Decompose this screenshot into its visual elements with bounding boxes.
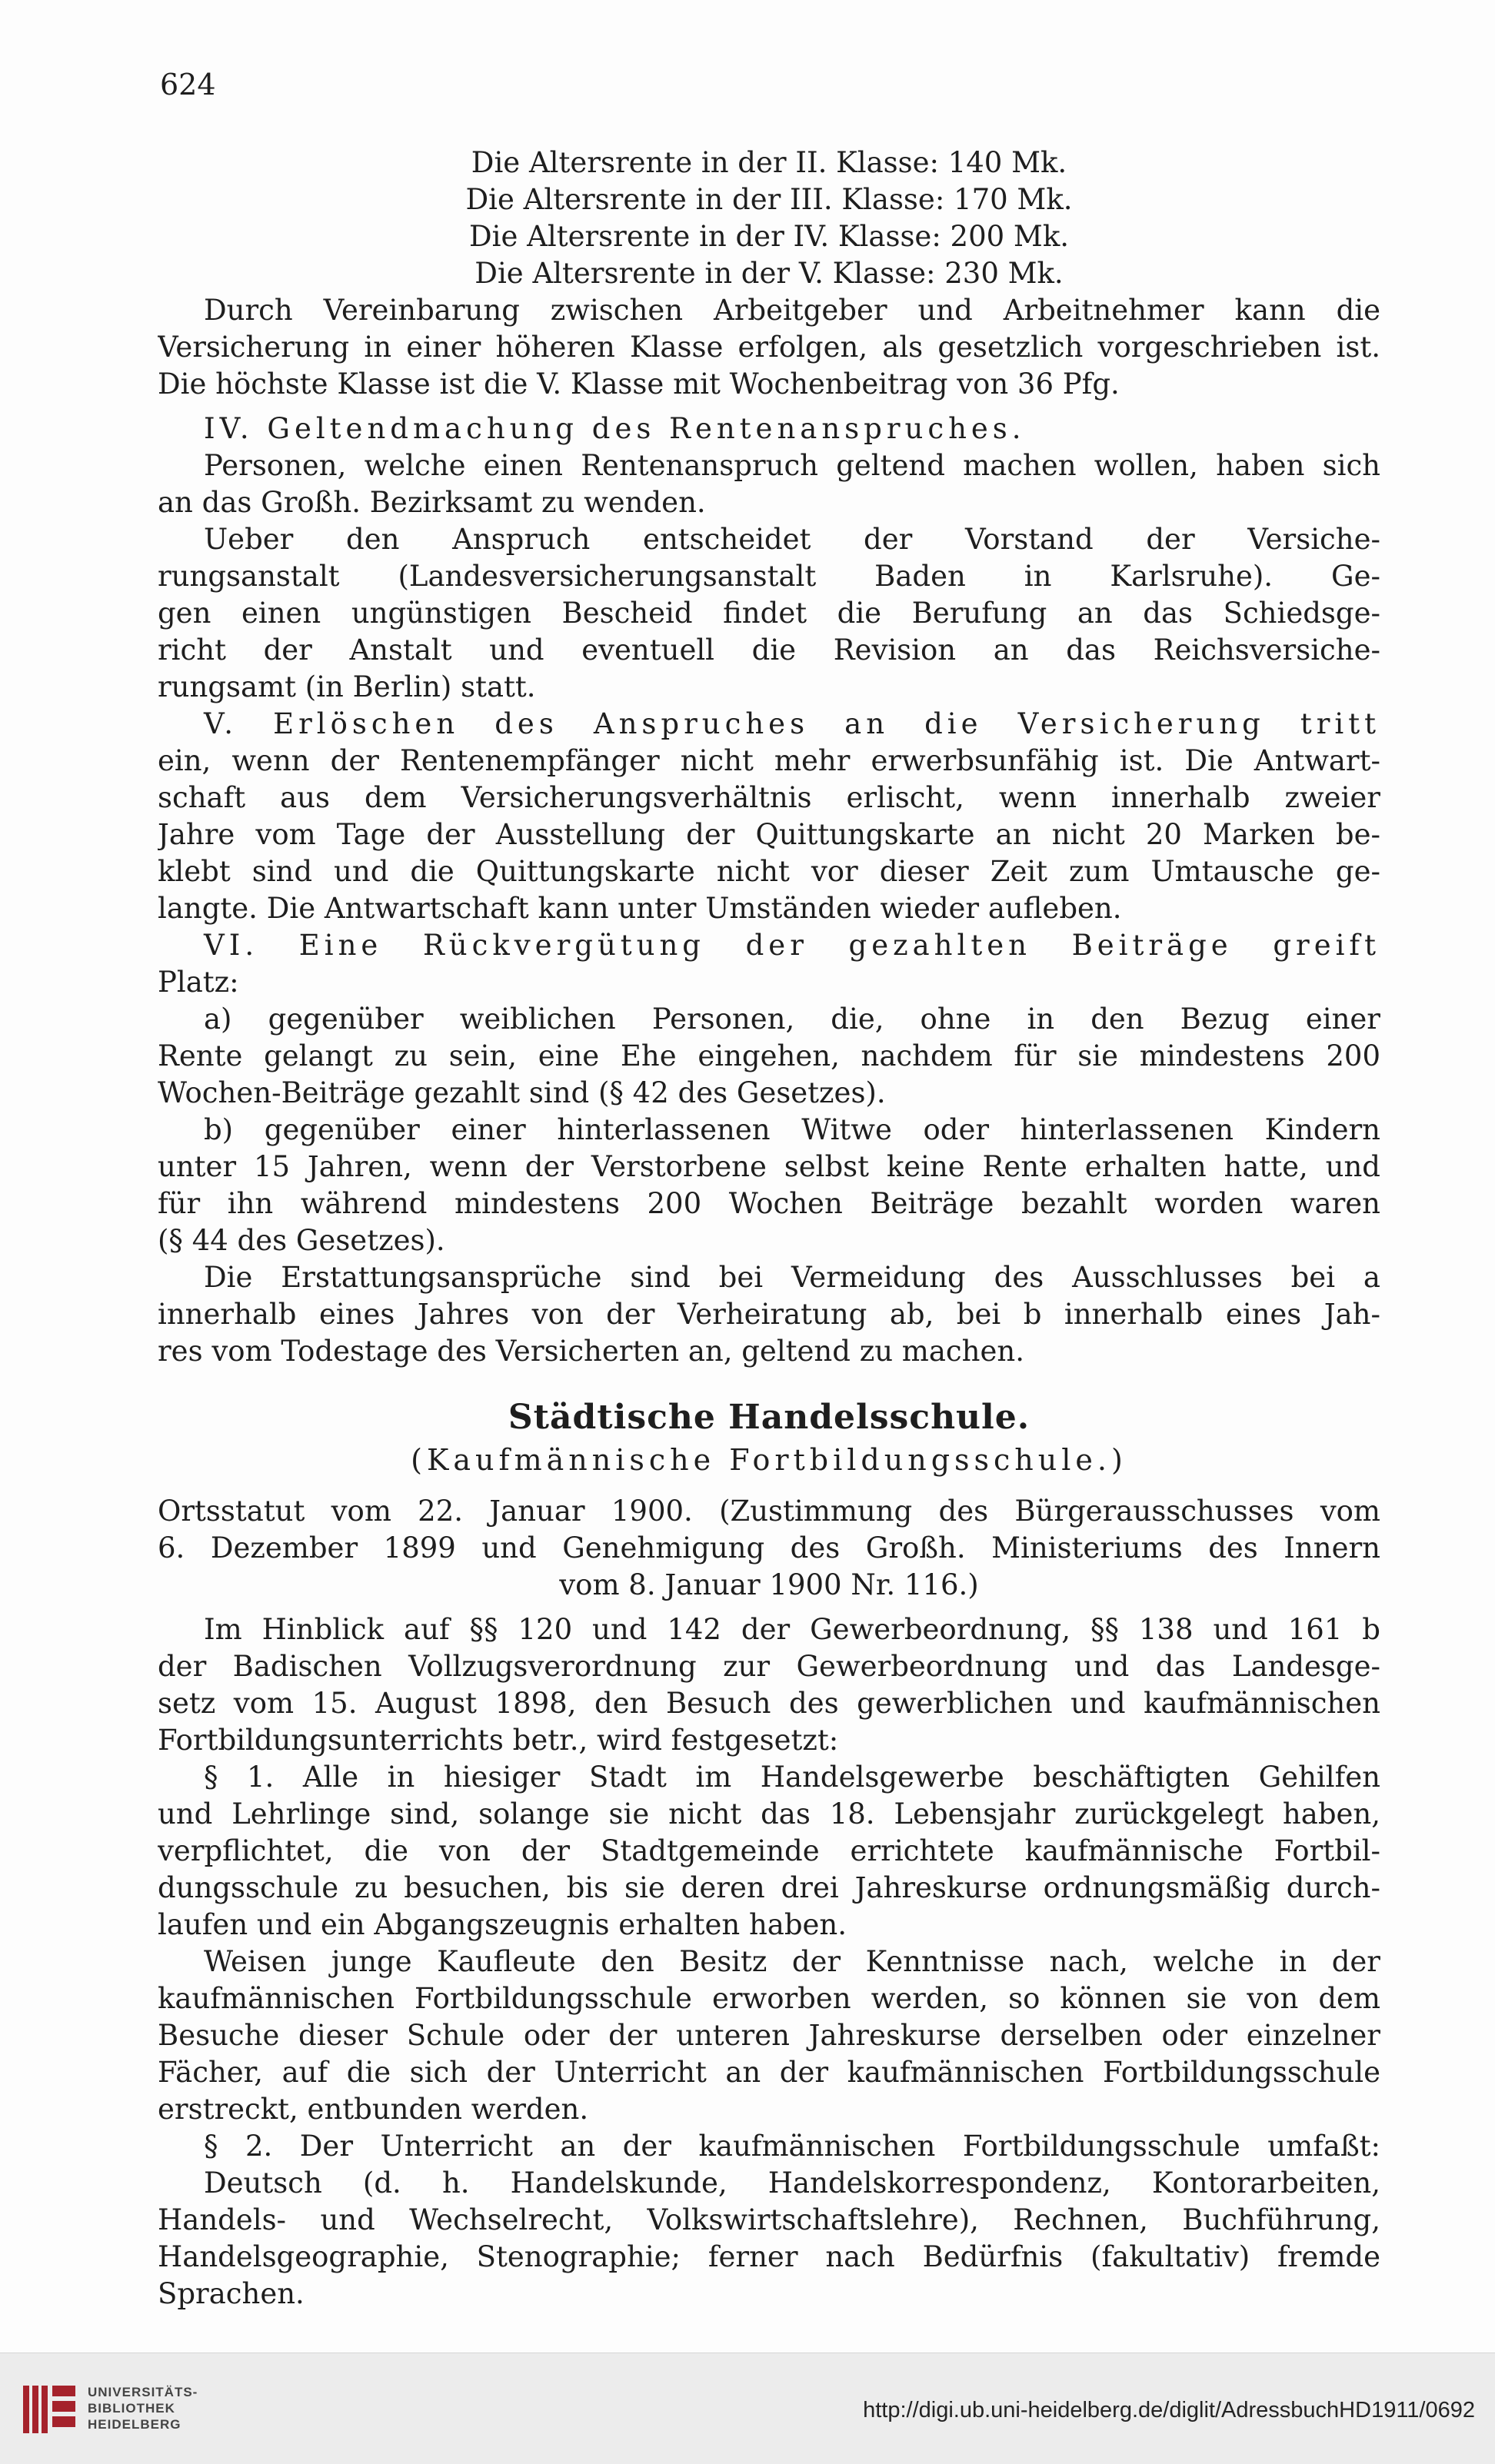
pension-text-line: innerhalb eines Jahres von der Verheiratung ab, bei b innerhalb eines Jah-: [158, 1298, 1380, 1331]
pension-text-line: Die Erstattungsansprüche sind bei Vermeidung des Ausschlusses bei a: [204, 1261, 1380, 1294]
statute-text-line: Weisen junge Kaufleute den Besitz der Kenntnisse nach, welche in der: [204, 1945, 1380, 1978]
pension-text-line: (§ 44 des Gesetzes).: [158, 1224, 445, 1257]
pension-text-line: richt der Anstalt und eventuell die Revision an das Reichsversiche-: [158, 633, 1380, 667]
page-body: [158, 145, 1380, 2313]
pension-text-line: Die Altersrente in der IV. Klasse: 200 Mk.: [468, 220, 1070, 253]
statute-text-line: Fortbildungsunterrichts betr., wird festgesetzt:: [158, 1724, 839, 1757]
pension-text-line: V. Erlöschen des Anspruches an die Versicherung tritt: [204, 707, 1380, 740]
section-subtitle: (Kaufmännische Fortbildungsschule.): [411, 1443, 1127, 1477]
page-number: 624: [160, 68, 216, 101]
library-name: [88, 2384, 198, 2432]
library-name-line: HEIDELBERG: [88, 2417, 181, 2432]
paragraph-gap: [158, 403, 1380, 411]
pension-text-line: für ihn während mindestens 200 Wochen Beiträge bezahlt worden waren: [158, 1187, 1380, 1220]
pension-text-line: Wochen-Beiträge gezahlt sind (§ 42 des Gesetzes).: [158, 1076, 886, 1109]
statute-text-line: und Lehrlinge sind, solange sie nicht das 18. Lebensjahr zurückgelegt haben,: [158, 1797, 1380, 1831]
pension-text-line: Die Altersrente in der III. Klasse: 170 Mk.: [465, 183, 1073, 216]
source-url-link[interactable]: http://digi.ub.uni-heidelberg.de/diglit/AdressbuchHD1911/0692: [863, 2398, 1475, 2422]
pension-text-line: unter 15 Jahren, wenn der Verstorbene selbst keine Rente erhalten hatte, und: [158, 1150, 1380, 1183]
pension-text-line: Die Altersrente in der V. Klasse: 230 Mk.: [474, 257, 1064, 290]
section-title: Städtische Handelsschule.: [508, 1398, 1031, 1437]
statute-text-line: Im Hinblick auf §§ 120 und 142 der Gewerbeordnung, §§ 138 und 161 b: [204, 1613, 1380, 1646]
pension-text-line: Ueber den Anspruch entscheidet der Vorstand der Versiche-: [204, 523, 1380, 556]
statute-text-line: dungsschule zu besuchen, bis sie deren drei Jahreskurse ordnungsmäßig durch-: [158, 1871, 1380, 1904]
library-footer: [0, 2353, 1495, 2464]
paragraph-gap: [158, 1604, 1380, 1611]
statute-text-line: Sprachen.: [158, 2277, 305, 2310]
pension-text-line: Durch Vereinbarung zwischen Arbeitgeber und Arbeitnehmer kann die: [204, 294, 1380, 327]
university-library-logo-icon: [22, 2381, 78, 2438]
statute-text-line: § 1. Alle in hiesiger Stadt im Handelsgewerbe beschäftigten Gehilfen: [204, 1761, 1380, 1794]
statute-text-line: 6. Dezember 1899 und Genehmigung des Großh. Ministeriums des Innern: [158, 1531, 1380, 1565]
pension-text-line: an das Großh. Bezirksamt zu wenden.: [158, 486, 706, 519]
pension-text-line: Versicherung in einer höheren Klasse erfolgen, als gesetzlich vorgeschrieben ist.: [158, 331, 1380, 364]
pension-text-line: Personen, welche einen Rentenanspruch geltend machen wollen, haben sich: [204, 449, 1380, 482]
statute-text-line: verpflichtet, die von der Stadtgemeinde errichtete kaufmännische Fortbil-: [158, 1834, 1380, 1867]
pension-text-line: langte. Die Antwartschaft kann unter Umständen wieder aufleben.: [158, 892, 1122, 925]
statute-text-line: kaufmännischen Fortbildungsschule erworben werden, so können sie von dem: [158, 1982, 1380, 2015]
pension-text-line: rungsanstalt (Landesversicherungsanstalt Baden in Karlsruhe). Ge-: [158, 560, 1380, 593]
library-name-line: BIBLIOTHEK: [88, 2401, 175, 2416]
pension-text-line: a) gegenüber weiblichen Personen, die, ohne in den Bezug einer: [204, 1003, 1380, 1036]
pension-text-line: klebt sind und die Quittungskarte nicht vor dieser Zeit zum Umtausche ge-: [158, 855, 1380, 888]
pension-text-line: IV. Geltendmachung des Rentenanspruches.: [204, 412, 1026, 445]
pension-text-line: Jahre vom Tage der Ausstellung der Quittungskarte an nicht 20 Marken be-: [158, 818, 1380, 851]
pension-text-line: rungsamt (in Berlin) statt.: [158, 670, 536, 703]
pension-text-line: Platz:: [158, 966, 239, 999]
pension-text-line: Die Altersrente in der II. Klasse: 140 Mk.: [471, 146, 1067, 179]
statute-text-line: Deutsch (d. h. Handelskunde, Handelskorrespondenz, Kontorarbeiten,: [204, 2166, 1380, 2200]
statute-text-line: erstreckt, entbunden werden.: [158, 2093, 589, 2126]
statute-text-line: Besuche dieser Schule oder der unteren Jahreskurse derselben oder einzelner: [158, 2019, 1380, 2052]
pension-text-line: schaft aus dem Versicherungsverhältnis erlischt, wenn innerhalb zweier: [158, 781, 1380, 814]
pension-text-line: VI. Eine Rückvergütung der gezahlten Beiträge greift: [204, 929, 1380, 962]
library-name-line: UNIVERSITÄTS-: [88, 2385, 198, 2399]
statute-text-line: Ortsstatut vom 22. Januar 1900. (Zustimmung des Bürgerausschusses vom: [158, 1495, 1380, 1528]
pension-text-line: Rente gelangt zu sein, eine Ehe eingehen, nachdem für sie mindestens 200: [158, 1039, 1380, 1072]
statute-text-line: der Badischen Vollzugsverordnung zur Gewerbeordnung und das Landesge-: [158, 1650, 1380, 1683]
pension-text-line: res vom Todestage des Versicherten an, geltend zu machen.: [158, 1335, 1024, 1368]
pension-text-line: gen einen ungünstigen Bescheid findet die Berufung an das Schiedsge-: [158, 597, 1380, 630]
statute-text-line: § 2. Der Unterricht an der kaufmännischen Fortbildungsschule umfaßt:: [204, 2130, 1380, 2163]
statute-text-line: vom 8. Januar 1900 Nr. 116.): [559, 1568, 979, 1601]
pension-section: [158, 145, 1380, 1370]
statute-section: [158, 1493, 1380, 2313]
statute-text-line: setz vom 15. August 1898, den Besuch des gewerblichen und kaufmännischen: [158, 1687, 1380, 1720]
pension-text-line: ein, wenn der Rentenempfänger nicht mehr erwerbsunfähig ist. Die Antwart-: [158, 744, 1380, 777]
statute-text-line: Handels- und Wechselrecht, Volkswirtschaftslehre), Rechnen, Buchführung,: [158, 2203, 1380, 2236]
pension-text-line: Die höchste Klasse ist die V. Klasse mit Wochenbeitrag von 36 Pfg.: [158, 367, 1120, 401]
statute-text-line: laufen und ein Abgangszeugnis erhalten haben.: [158, 1908, 847, 1941]
statute-text-line: Handelsgeographie, Stenographie; ferner nach Bedürfnis (fakultativ) fremde: [158, 2240, 1380, 2273]
pension-text-line: b) gegenüber einer hinterlassenen Witwe oder hinterlassenen Kindern: [204, 1113, 1380, 1146]
statute-text-line: Fächer, auf die sich der Unterricht an der kaufmännischen Fortbildungsschule: [158, 2056, 1380, 2089]
